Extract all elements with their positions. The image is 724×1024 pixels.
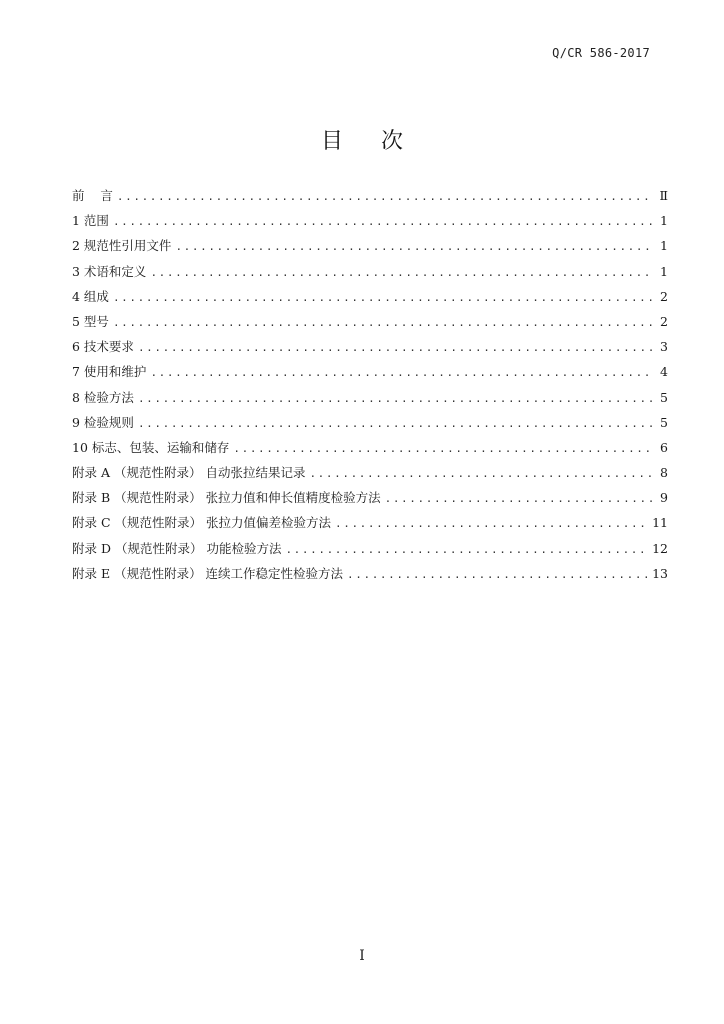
toc-leader-dots xyxy=(117,184,654,209)
toc-entry[interactable] xyxy=(72,385,668,410)
toc-leader-dots xyxy=(150,360,654,385)
toc-entry[interactable] xyxy=(72,359,668,384)
toc-entry-label: 8 检验方法 xyxy=(72,389,134,405)
toc-entry[interactable] xyxy=(72,183,668,208)
toc-entry-label: 1 范围 xyxy=(72,213,109,229)
toc-leader-dots xyxy=(113,285,654,310)
toc-leader-dots xyxy=(150,260,654,285)
toc-entry-page: 11 xyxy=(652,515,668,531)
toc-entry[interactable] xyxy=(72,485,668,510)
toc-entry[interactable] xyxy=(72,233,668,258)
toc-entry-page: 1 xyxy=(660,238,668,254)
toc-entry-page: 6 xyxy=(660,439,668,455)
toc-entry-page: 2 xyxy=(660,288,668,304)
toc-entry[interactable] xyxy=(72,284,668,309)
toc-entry-label: 附录 A （规范性附录） 自动张拉结果记录 xyxy=(72,465,306,481)
toc-leader-dots xyxy=(175,234,654,259)
toc-entry-label: 3 术语和定义 xyxy=(72,263,147,279)
toc-leader-dots xyxy=(385,486,654,511)
toc-entry-page: 5 xyxy=(660,389,668,405)
toc-entry[interactable] xyxy=(72,460,668,485)
toc-entry[interactable] xyxy=(72,561,668,586)
toc-entry-label: 前 言 xyxy=(72,188,113,203)
page-number: I xyxy=(359,948,365,964)
toc-entry-page: 2 xyxy=(660,313,668,329)
toc-entry[interactable] xyxy=(72,435,668,460)
toc-entry-label: 5 型号 xyxy=(72,313,109,329)
toc-entry-label: 7 使用和维护 xyxy=(72,364,147,380)
toc-leader-dots xyxy=(138,386,654,411)
toc-entry[interactable] xyxy=(72,510,668,535)
toc-leader-dots xyxy=(309,461,654,486)
toc-leader-dots xyxy=(113,209,654,234)
toc-leader-dots xyxy=(285,537,648,562)
toc-leader-dots xyxy=(113,310,654,335)
page-title: 目次 xyxy=(320,129,441,154)
toc-leader-dots xyxy=(335,511,648,536)
toc-entry-page: 1 xyxy=(660,213,668,229)
toc-entry-label: 附录 C （规范性附录） 张拉力值偏差检验方法 xyxy=(72,515,331,531)
toc-entry-label: 附录 E （规范性附录） 连续工作稳定性检验方法 xyxy=(72,565,344,581)
toc-entry-page: 5 xyxy=(660,414,668,430)
toc-entry-page: 13 xyxy=(652,565,668,581)
toc-leader-dots xyxy=(138,411,654,436)
toc-leader-dots xyxy=(233,436,654,461)
toc-entry-page: Ⅱ xyxy=(659,188,668,203)
document-code: Q/CR 586-2017 xyxy=(552,46,650,60)
toc-entry[interactable] xyxy=(72,309,668,334)
toc-entry-page: 4 xyxy=(660,364,668,380)
toc-entry-page: 8 xyxy=(660,465,668,481)
toc-entry[interactable] xyxy=(72,410,668,435)
toc-entry-label: 10 标志、包装、运输和储存 xyxy=(72,439,230,455)
toc-leader-dots xyxy=(138,335,654,360)
toc-entry[interactable] xyxy=(72,259,668,284)
table-of-contents xyxy=(72,183,668,586)
toc-entry-label: 附录 B （规范性附录） 张拉力值和伸长值精度检验方法 xyxy=(72,490,381,506)
toc-entry-label: 附录 D （规范性附录） 功能检验方法 xyxy=(72,540,282,556)
toc-entry-label: 6 技术要求 xyxy=(72,339,134,355)
toc-leader-dots xyxy=(347,562,648,587)
toc-entry-label: 2 规范性引用文件 xyxy=(72,238,172,254)
toc-entry[interactable] xyxy=(72,536,668,561)
toc-entry-page: 9 xyxy=(660,490,668,506)
toc-entry[interactable] xyxy=(72,334,668,359)
toc-entry[interactable] xyxy=(72,208,668,233)
toc-entry-page: 1 xyxy=(660,263,668,279)
toc-entry-page: 3 xyxy=(660,339,668,355)
toc-entry-page: 12 xyxy=(652,540,668,556)
toc-entry-label: 4 组成 xyxy=(72,288,109,304)
toc-entry-label: 9 检验规则 xyxy=(72,414,134,430)
